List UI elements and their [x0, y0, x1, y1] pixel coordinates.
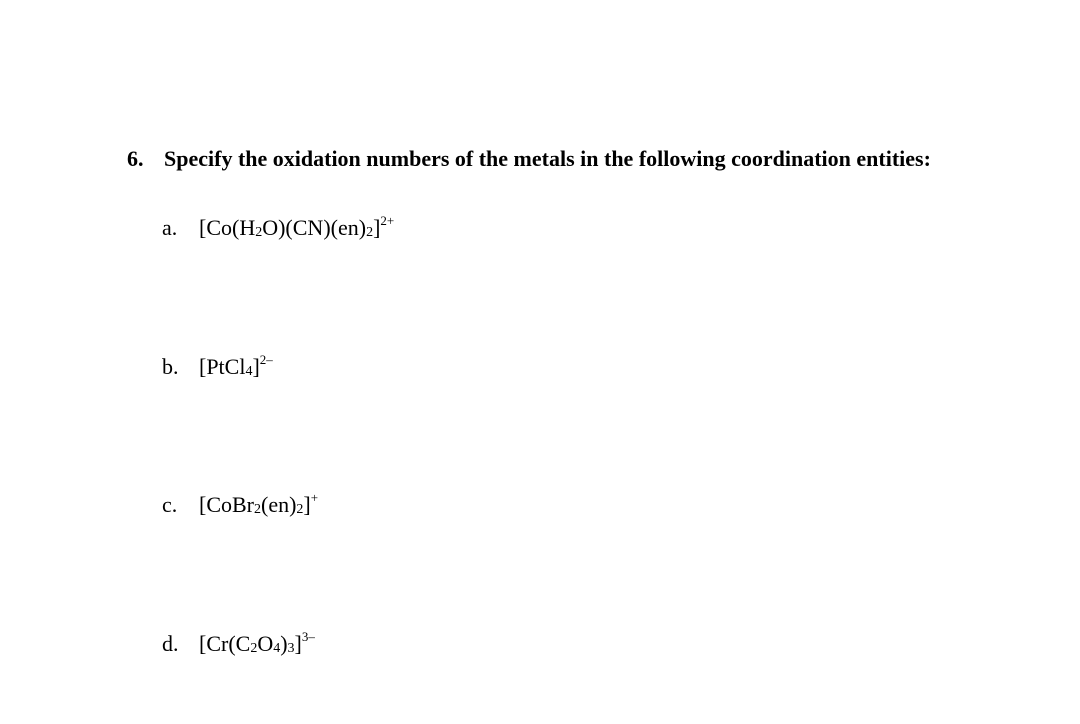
question-heading: [127, 144, 931, 174]
chemical-formula: [199, 215, 394, 240]
formula-subscript: 3: [287, 641, 295, 656]
chemical-formula: [199, 354, 273, 379]
formula-subscript: 2: [296, 502, 304, 517]
formula-text: [CoBr: [199, 492, 254, 517]
item-letter: c.: [162, 492, 178, 517]
formula-text: ): [280, 631, 288, 656]
formula-charge: +: [310, 490, 319, 505]
list-item: [162, 490, 318, 520]
list-item: [162, 629, 315, 659]
formula-subscript: 2: [366, 225, 374, 240]
item-letter: a.: [162, 215, 178, 240]
formula-subscript: 2: [254, 502, 261, 517]
formula-text: ]: [294, 631, 302, 656]
formula-text: O)(CN)(en): [262, 215, 367, 240]
formula-charge: 2–: [259, 352, 273, 367]
chemical-formula: [199, 631, 315, 656]
formula-text: [Co(H: [199, 215, 256, 240]
formula-text: ]: [303, 492, 311, 517]
formula-charge: 3–: [301, 629, 315, 644]
chemical-formula: [199, 492, 318, 517]
formula-text: (en): [261, 492, 297, 517]
formula-subscript: 4: [273, 641, 281, 656]
formula-charge: 2+: [380, 213, 395, 228]
question-text: Specify the oxidation numbers of the metals in the following coordination entities:: [164, 146, 931, 171]
item-letter: b.: [162, 354, 179, 379]
formula-subscript: 2: [255, 225, 263, 240]
formula-text: ]: [252, 354, 260, 379]
list-item: [162, 352, 273, 382]
formula-subscript: 2: [250, 641, 258, 656]
list-item: [162, 213, 394, 243]
formula-subscript: 4: [245, 364, 253, 379]
question-number: 6.: [127, 146, 144, 171]
item-letter: d.: [162, 631, 179, 656]
formula-text: ]: [373, 215, 381, 240]
formula-text: [PtCl: [199, 354, 246, 379]
formula-text: O: [257, 631, 274, 656]
formula-text: [Cr(C: [199, 631, 251, 656]
